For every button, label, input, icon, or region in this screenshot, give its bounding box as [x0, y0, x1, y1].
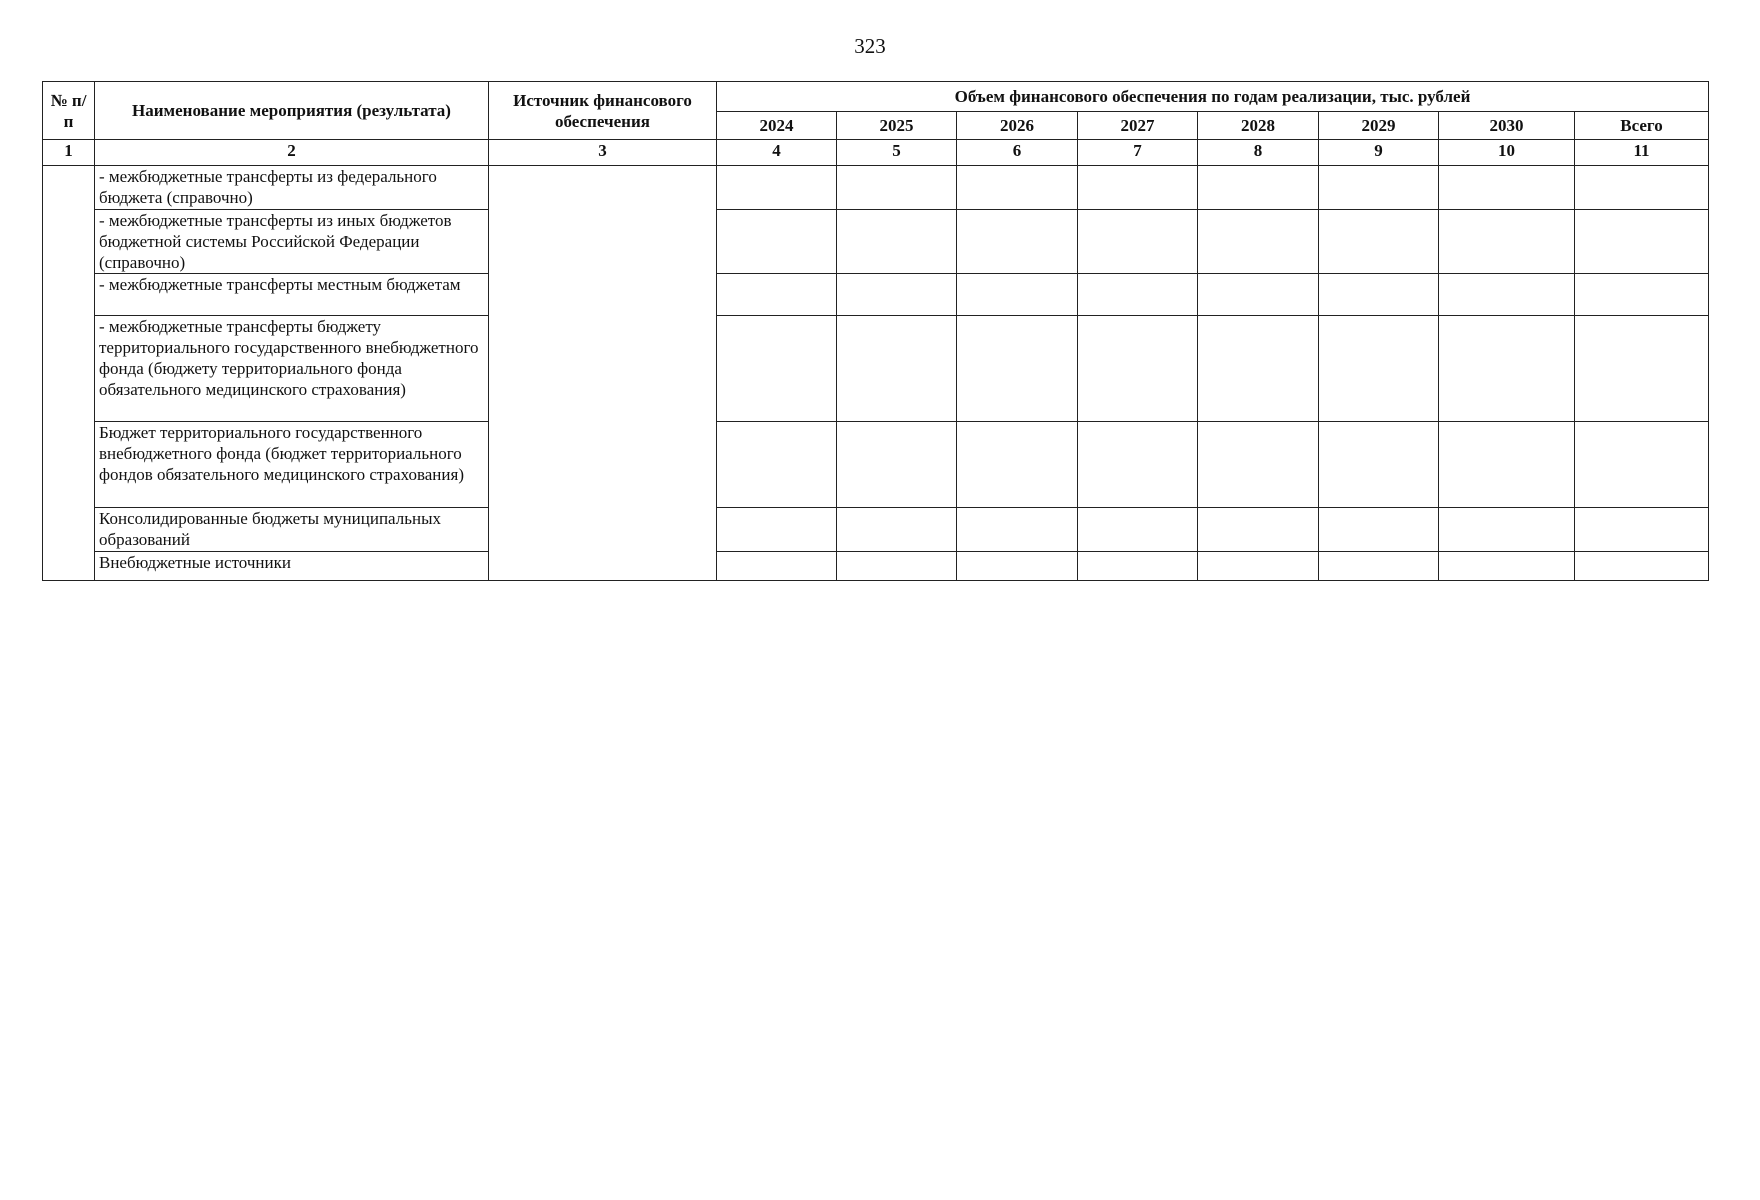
- value-cell: [717, 166, 837, 210]
- column-number: 11: [1575, 140, 1709, 166]
- value-cell: [1198, 316, 1319, 422]
- table-row: [43, 274, 1709, 316]
- value-cell: [1439, 422, 1575, 508]
- value-cell: [1078, 508, 1198, 552]
- row-name: - межбюджетные трансферты местным бюджетам: [95, 274, 489, 316]
- value-cell: [1575, 316, 1709, 422]
- value-cell: [1439, 166, 1575, 210]
- value-cell: [1439, 210, 1575, 274]
- value-cell: [1439, 316, 1575, 422]
- value-cell: [837, 210, 957, 274]
- value-cell: [1078, 316, 1198, 422]
- value-cell: [717, 210, 837, 274]
- value-cell: [1198, 422, 1319, 508]
- column-number: 3: [489, 140, 717, 166]
- value-cell: [1319, 508, 1439, 552]
- value-cell: [1078, 552, 1198, 581]
- header-year-2028: 2028: [1198, 112, 1319, 140]
- value-cell: [1319, 210, 1439, 274]
- value-cell: [957, 316, 1078, 422]
- value-cell: [957, 508, 1078, 552]
- row-name: Внебюджетные источники: [95, 552, 489, 581]
- header-num: № п/п: [43, 82, 95, 140]
- value-cell: [837, 508, 957, 552]
- value-cell: [1198, 166, 1319, 210]
- column-number: 8: [1198, 140, 1319, 166]
- row-name: Консолидированные бюджеты муниципальных образований: [95, 508, 489, 552]
- value-cell: [1319, 166, 1439, 210]
- column-number: 7: [1078, 140, 1198, 166]
- column-number: 5: [837, 140, 957, 166]
- value-cell: [1078, 274, 1198, 316]
- table-row: [43, 210, 1709, 274]
- source-cell: [489, 166, 717, 581]
- table-row: [43, 316, 1709, 422]
- table-row: [43, 422, 1709, 508]
- table-row: [43, 166, 1709, 210]
- header-year-2026: 2026: [957, 112, 1078, 140]
- header-source: Источник финансового обеспечения: [489, 82, 717, 140]
- value-cell: [717, 274, 837, 316]
- value-cell: [1575, 166, 1709, 210]
- value-cell: [1439, 274, 1575, 316]
- value-cell: [957, 552, 1078, 581]
- header-year-2027: 2027: [1078, 112, 1198, 140]
- value-cell: [717, 508, 837, 552]
- value-cell: [1575, 274, 1709, 316]
- row-name: Бюджет территориального государственного внебюджетного фонда (бюджет территориального фондов обязательного медицинского страхования): [95, 422, 489, 508]
- value-cell: [1319, 274, 1439, 316]
- value-cell: [1198, 274, 1319, 316]
- column-number: 1: [43, 140, 95, 166]
- value-cell: [1319, 422, 1439, 508]
- value-cell: [1439, 508, 1575, 552]
- value-cell: [1575, 422, 1709, 508]
- value-cell: [837, 166, 957, 210]
- value-cell: [837, 552, 957, 581]
- row-name: - межбюджетные трансферты из иных бюджетов бюджетной системы Российской Федерации (справочно): [95, 210, 489, 274]
- value-cell: [957, 422, 1078, 508]
- column-number: 6: [957, 140, 1078, 166]
- value-cell: [837, 274, 957, 316]
- column-number: 2: [95, 140, 489, 166]
- value-cell: [1575, 210, 1709, 274]
- header-total: Всего: [1575, 112, 1709, 140]
- value-cell: [957, 166, 1078, 210]
- value-cell: [1198, 508, 1319, 552]
- financing-table: [42, 81, 1709, 581]
- header-year-2024: 2024: [717, 112, 837, 140]
- row-name: - межбюджетные трансферты из федерального бюджета (справочно): [95, 166, 489, 210]
- value-cell: [837, 316, 957, 422]
- column-number: 10: [1439, 140, 1575, 166]
- header-volume: Объем финансового обеспечения по годам реализации, тыс. рублей: [717, 82, 1709, 112]
- value-cell: [1078, 166, 1198, 210]
- header-year-2029: 2029: [1319, 112, 1439, 140]
- value-cell: [1198, 552, 1319, 581]
- row-number-cell: [43, 166, 95, 581]
- value-cell: [1575, 552, 1709, 581]
- row-name: - межбюджетные трансферты бюджету территориального государственного внебюджетного фонда (бюджету территориального фонда обязательного медицинского страхования): [95, 316, 489, 422]
- header-year-2025: 2025: [837, 112, 957, 140]
- table-row: [43, 508, 1709, 552]
- table-row: [43, 552, 1709, 581]
- value-cell: [1198, 210, 1319, 274]
- value-cell: [1078, 210, 1198, 274]
- value-cell: [1319, 316, 1439, 422]
- value-cell: [717, 422, 837, 508]
- value-cell: [837, 422, 957, 508]
- value-cell: [1575, 508, 1709, 552]
- value-cell: [957, 210, 1078, 274]
- value-cell: [1078, 422, 1198, 508]
- value-cell: [717, 316, 837, 422]
- column-number: 9: [1319, 140, 1439, 166]
- value-cell: [717, 552, 837, 581]
- page-number: 323: [854, 34, 886, 58]
- header-year-2030: 2030: [1439, 112, 1575, 140]
- value-cell: [1439, 552, 1575, 581]
- column-number: 4: [717, 140, 837, 166]
- value-cell: [957, 274, 1078, 316]
- header-name: Наименование мероприятия (результата): [95, 82, 489, 140]
- value-cell: [1319, 552, 1439, 581]
